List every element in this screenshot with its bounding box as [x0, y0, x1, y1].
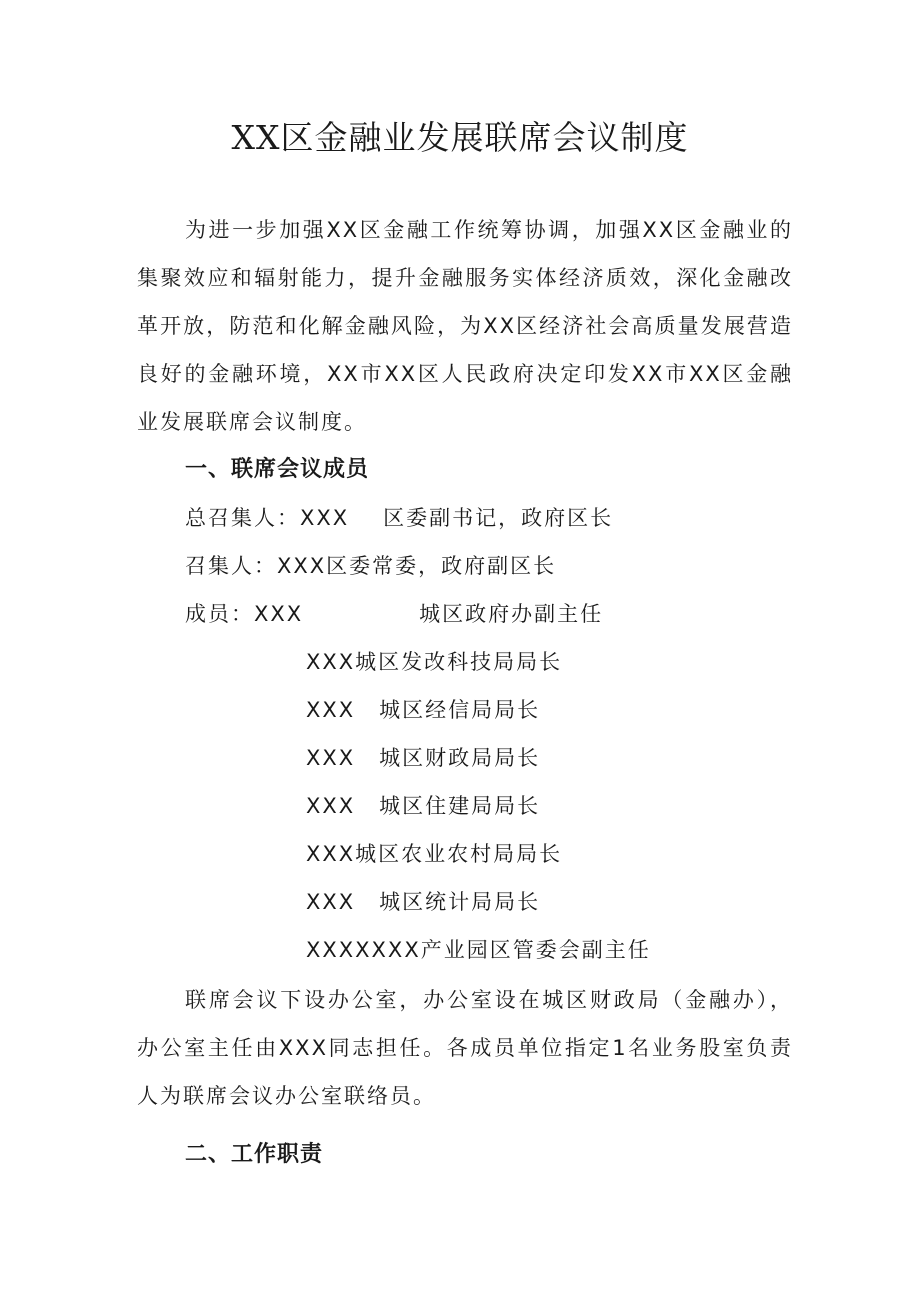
convener-line: 召集人：XXX区委常委，政府副区长	[185, 554, 557, 578]
member-role: 城区经信局局长	[379, 698, 541, 722]
member-row	[306, 830, 562, 878]
member-name: XXX	[306, 650, 356, 674]
office-paragraph: 联席会议下设办公室，办公室设在城区财政局（金融办），办公室主任由XXX同志担任。各成员单位指定1名业务股室负责人为联席会议办公室联络员。	[137, 988, 793, 1108]
section-heading-duties: 二、工作职责	[185, 1142, 324, 1167]
member-name: XXX	[306, 842, 356, 866]
member-row	[306, 686, 540, 734]
member-role: 城区发改科技局局长	[355, 650, 563, 674]
member-name: XXX	[306, 698, 356, 722]
members-first-line	[185, 590, 603, 638]
members-label: 成员：XXX	[185, 602, 304, 626]
member-name: XXX	[306, 890, 356, 914]
section-heading-members: 一、联席会议成员	[185, 457, 370, 482]
member-role: 产业园区管委会副主任	[420, 938, 651, 962]
intro-paragraph: 为进一步加强XX区金融工作统筹协调，加强XX区金融业的集聚效应和辐射能力，提升金融服务实体经济质效，深化金融改革开放，防范和化解金融风险，为XX区经济社会高质量发展营造良好的金融环境，XX市XX区人民政府决定印发XX市XX区金融业发展联席会议制度。	[137, 218, 793, 434]
member-row	[306, 782, 540, 830]
member-name: XXX	[306, 794, 356, 818]
document-title: XX区金融业发展联席会议制度	[231, 118, 689, 157]
chief-convener-role: 区委副书记，政府区长	[383, 506, 614, 530]
chief-convener-label: 总召集人：XXX	[185, 506, 350, 530]
member-role: 城区统计局局长	[379, 890, 541, 914]
chief-convener-line	[185, 494, 613, 542]
member-name: XXX	[306, 746, 356, 770]
member-row	[306, 638, 562, 686]
member-row	[306, 926, 651, 974]
member-role: 城区农业农村局局长	[355, 842, 563, 866]
members-first-role: 城区政府办副主任	[419, 602, 604, 626]
member-role: 城区住建局局长	[379, 794, 541, 818]
member-row	[306, 878, 540, 926]
member-name: XXXXXXX	[306, 938, 421, 962]
member-row	[306, 734, 540, 782]
member-role: 城区财政局局长	[379, 746, 541, 770]
